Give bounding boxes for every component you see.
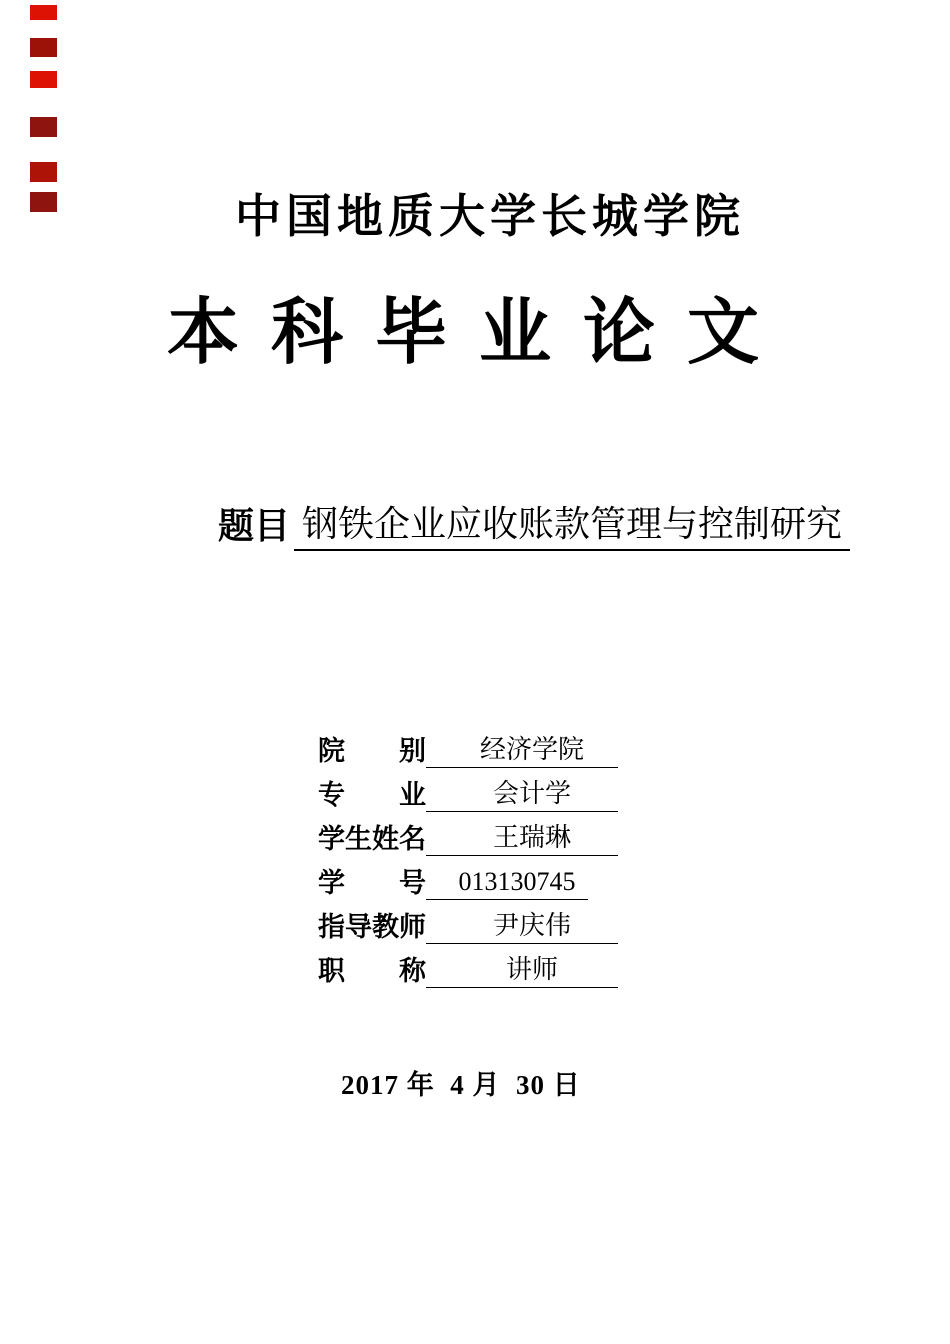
topic-value: 钢铁企业应收账款管理与控制研究	[302, 504, 843, 544]
edge-mark	[30, 38, 57, 57]
student-name-value: 王瑞琳	[492, 823, 571, 852]
advisor-label: 指导教师	[318, 912, 426, 942]
student-id-underline	[426, 869, 588, 900]
topic-row	[218, 504, 850, 551]
department-value: 经济学院	[479, 735, 584, 764]
department-underline	[426, 737, 618, 768]
student-id-value: 013130745	[458, 867, 576, 896]
major-underline	[426, 781, 618, 812]
document-type-title: 本科毕业论文	[166, 293, 791, 373]
advisor-title-value: 讲师	[505, 955, 558, 984]
major-value: 会计学	[492, 779, 571, 808]
topic-label: 题目	[218, 506, 291, 546]
form-row-department	[318, 724, 618, 768]
form-row-student-id	[318, 856, 618, 900]
topic-underline	[294, 504, 850, 551]
edge-mark	[30, 162, 57, 182]
department-label: 院别	[318, 736, 426, 766]
edge-mark	[30, 5, 57, 20]
form-row-major	[318, 768, 618, 812]
edge-mark	[30, 117, 57, 137]
form-row-advisor	[318, 900, 618, 944]
university-name: 中国地质大学长城学院	[235, 191, 745, 242]
form-row-student-name	[318, 812, 618, 856]
student-name-underline	[426, 825, 618, 856]
advisor-title-label: 职称	[318, 956, 426, 986]
advisor-underline	[426, 913, 618, 944]
date: 2017 年 4 月 30 日	[341, 1070, 581, 1100]
advisor-value: 尹庆伟	[492, 911, 571, 940]
advisor-title-underline	[426, 957, 618, 988]
edge-mark	[30, 71, 57, 88]
info-form	[318, 724, 618, 988]
form-row-advisor-title	[318, 944, 618, 988]
student-name-label: 学生姓名	[318, 824, 426, 854]
major-label: 专业	[318, 780, 426, 810]
student-id-label: 学号	[318, 868, 426, 898]
